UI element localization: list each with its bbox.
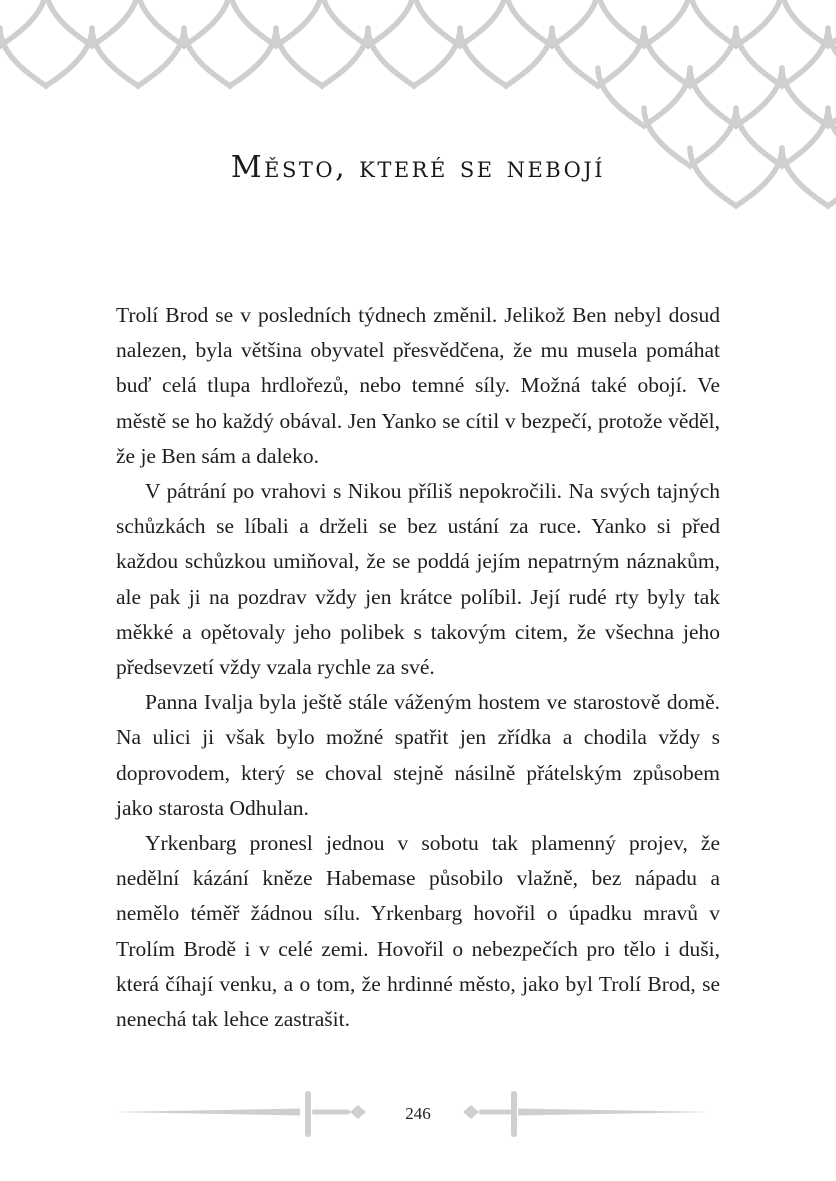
right-sword-grip-icon (479, 1110, 511, 1115)
right-sword-guard-icon (511, 1091, 517, 1137)
left-sword-blade-icon (112, 1109, 300, 1116)
chapter-body (116, 298, 720, 1037)
paragraph: V pátrání po vrahovi s Nikou příliš nepokročili. Na svých tajných schůzkách se líbali a drželi se bez ustání za ruce. Yanko si před každou schůzkou umiňoval, že se poddá jejím nepatrným náznakům, ale pak ji na pozdrav vždy jen krátce políbil. Její rudé rty byly tak měkké a opětovaly jeho polibek s takovým citem, že všechna jeho předsevzetí vždy vzala rychle za své. (116, 479, 720, 680)
page-number: 246 (405, 1104, 431, 1123)
left-sword-pommel-icon (350, 1105, 366, 1119)
scale-shape (0, 0, 46, 46)
left-sword-guard-icon (305, 1091, 311, 1137)
paragraph: Yrkenbarg pronesl jednou v sobotu tak plamenný projev, že nedělní kázání kněze Habemase působilo vlažně, bez nápadu a nemělo téměř žádnou sílu. Yrkenbarg hovořil o úpadku mravů v Trolím Brodě i v celé zemi. Hovořil o nebezpečích pro tělo i duši, která číhají venku, a o tom, že hrdinné město, jako byl Trolí Brod, se nenechá tak lehce zastrašit. (116, 831, 720, 1032)
right-sword-blade-icon (518, 1109, 712, 1116)
scale-pattern-ornament (0, 0, 836, 240)
paragraph: Trolí Brod se v posledních týdnech změnil. Jelikož Ben nebyl dosud nalezen, byla většina obyvatel přesvědčena, že mu musela pomáhat buď celá tlupa hrdlořezů, nebo temné síly. Možná také obojí. Ve městě se ho každý obával. Jen Yanko se cítil v bezpečí, protože věděl, že je Ben sám a daleko. (116, 303, 720, 468)
left-sword-grip-icon (312, 1110, 350, 1115)
scale-shape (828, 28, 836, 86)
paragraph: Panna Ivalja byla ještě stále váženým hostem ve starostově domě. Na ulici ji však bylo možné spatřit jen zřídka a chodila vždy s doprovodem, který se choval stejně násilně přátelským způsobem jako starosta Odhulan. (116, 690, 720, 820)
chapter-title: Město, které se nebojí (230, 150, 606, 185)
